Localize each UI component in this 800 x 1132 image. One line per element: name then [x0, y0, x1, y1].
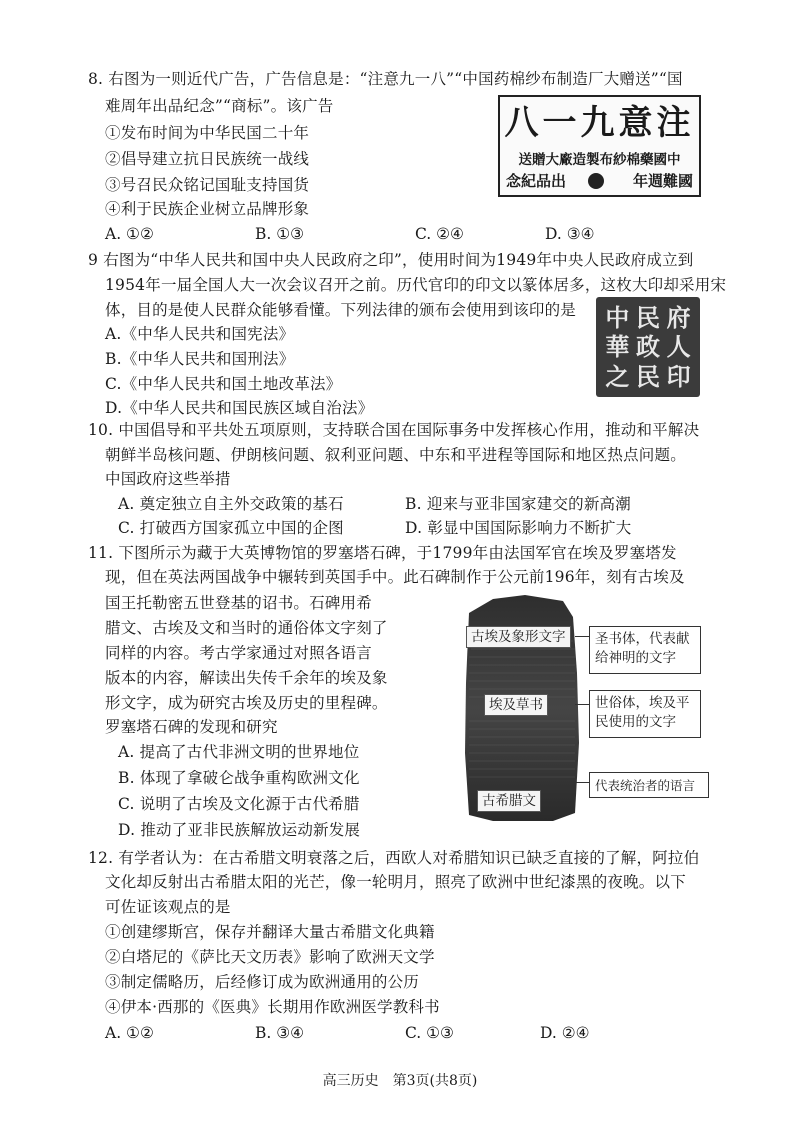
seal-char: 民: [635, 303, 660, 332]
q11-stem-line6: 版本的内容，解读出失传千余年的埃及象: [105, 669, 388, 687]
q12-option-a: A. ①②: [105, 1024, 154, 1042]
q12-option-b: B. ③④: [255, 1024, 305, 1042]
connector-line: [575, 782, 589, 783]
q10-stem-line2: 朝鲜半岛核问题、伊朗核问题、叙利亚问题、中东和平进程等国际和地区热点问题。: [105, 446, 686, 464]
q11-option-b: B. 体现了拿破仑战争重构欧洲文化: [118, 769, 360, 787]
q8-item-2: ②倡导建立抗日民族统一战线: [105, 150, 310, 168]
q8-stem-line2: 难周年出品纪念”“商标”。该广告: [105, 97, 334, 115]
q11-stem-line8: 罗塞塔石碑的发现和研究: [105, 718, 278, 736]
seal-char: 府: [666, 303, 691, 332]
q9-option-d: D.《中华人民共和国民族区域自治法》: [105, 399, 374, 417]
seal-char: 政: [635, 332, 660, 362]
q11-option-c: C. 说明了古埃及文化源于古代希腊: [118, 795, 360, 813]
q8-option-a: A. ①②: [105, 225, 154, 243]
q12-item-1: ①创建缪斯宫，保存并翻译大量古希腊文化典籍: [105, 923, 435, 941]
q12-item-3: ③制定儒略历，后经修订成为欧洲通用的公历: [105, 973, 420, 991]
q8-item-3: ③号召民众铭记国耻支持国货: [105, 176, 310, 194]
callout-hieroglyphs: 圣书体，代表献给神明的文字: [589, 626, 701, 674]
q11-stem-line5: 同样的内容。考古学家通过对照各语言: [105, 644, 372, 662]
q12-stem-line2: 文化却反射出古希腊太阳的光芒，像一轮明月，照亮了欧洲中世纪漆黑的夜晚。以下: [105, 873, 686, 891]
q9-stem-line1: 9 右图为“中华人民共和国中央人民政府之印”，使用时间为1949年中央人民政府成立到: [88, 251, 694, 269]
q8-option-b: B. ①③: [255, 225, 305, 243]
q12-stem-line3: 可佐证该观点的是: [105, 898, 231, 916]
q11-stem-line4: 腊文、古埃及文和当时的通俗体文字刻了: [105, 619, 388, 637]
q10-option-c: C. 打破西方国家孤立中国的企图: [118, 519, 344, 537]
q11-stem-line2: 现，但在英法两国战争中辗转到英国手中。此石碑制作于公元前196年，刻有古埃及: [105, 568, 685, 586]
q12-item-4: ④伊本·西那的《医典》长期用作欧洲医学教科书: [105, 998, 440, 1016]
q11-option-a: A. 提高了古代非洲文明的世界地位: [118, 743, 360, 761]
q9-stem-line2: 1954年一届全国人大一次会议召开之前。历代官印的印文以篆体居多，这枚大印却采用宋: [105, 276, 727, 294]
q12-stem-line1: 12. 有学者认为：在古希腊文明衰落之后，西欧人对希腊知识已缺乏直接的了解，阿拉伯: [88, 849, 700, 867]
q8-item-1: ①发布时间为中华民国二十年: [105, 124, 310, 142]
q10-stem-line1: 10. 中国倡导和平共处五项原则，支持联合国在国际事务中发挥核心作用，推动和平解决: [88, 421, 700, 439]
seal-char: 民: [635, 361, 660, 391]
q8-item-4: ④利于民族企业树立品牌形象: [105, 200, 310, 218]
seal-char: 之: [605, 361, 630, 391]
q10-option-a: A. 奠定独立自主外交政策的基石: [118, 495, 344, 513]
q9-option-c: C.《中华人民共和国土地改革法》: [105, 375, 342, 393]
q11-stem-line1: 11. 下图所示为藏于大英博物馆的罗塞塔石碑，于1799年由法国军官在埃及罗塞塔发: [88, 544, 677, 562]
q9-option-b: B.《中华人民共和国刑法》: [105, 350, 295, 368]
connector-line: [575, 636, 589, 637]
q11-option-d: D. 推动了亚非民族解放运动新发展: [118, 821, 361, 839]
q9-option-a: A.《中华人民共和国宪法》: [105, 325, 295, 343]
q12-option-d: D. ②④: [540, 1024, 590, 1042]
label-greek: 古希腊文: [477, 790, 541, 812]
seal-image: [596, 297, 700, 397]
seal-char: 中: [605, 303, 630, 332]
ad-subline: 送贈大廠造製布紗棉藥國中: [518, 152, 681, 168]
q12-option-c: C. ①③: [405, 1024, 454, 1042]
seal-char: 人: [666, 332, 691, 362]
callout-demotic: 世俗体，埃及平民使用的文字: [589, 690, 701, 738]
callout-greek: 代表统治者的语言: [589, 772, 709, 798]
seal-char: 印: [666, 361, 691, 391]
q10-stem-line3: 中国政府这些举措: [105, 470, 231, 488]
ad-bottom-left: 念紀品出: [506, 172, 567, 190]
seal-char: 華: [605, 332, 630, 362]
label-demotic: 埃及草书: [484, 694, 548, 716]
ad-bottom-right: 年週難國: [632, 172, 693, 190]
connector-line: [575, 704, 589, 705]
q10-option-b: B. 迎来与亚非国家建交的新高潮: [405, 495, 631, 513]
q11-stem-line7: 形文字，成为研究古埃及历史的里程碑。: [105, 694, 388, 712]
advertisement-image: [498, 95, 701, 197]
q9-stem-line3: 体，目的是使人民群众能够看懂。下列法律的颁布会使用到该印的是: [105, 301, 577, 319]
ad-headline: 八一九意注: [504, 103, 695, 143]
q8-option-d: D. ③④: [545, 225, 595, 243]
page-footer: 高三历史 第3页(共8页): [322, 1073, 478, 1089]
q10-option-d: D. 彰显中国国际影响力不断扩大: [405, 519, 632, 537]
q8-option-c: C. ②④: [415, 225, 464, 243]
q8-stem-line1: 8. 右图为一则近代广告，广告信息是：“注意九一八”“中国药棉纱布制造厂大赠送”“国: [88, 70, 683, 88]
q12-item-2: ②白塔尼的《萨比天文历表》影响了欧洲天文学: [105, 948, 435, 966]
label-hieroglyphs: 古埃及象形文字: [466, 626, 571, 648]
trademark-logo-icon: [588, 173, 604, 189]
q11-stem-line3: 国王托勒密五世登基的诏书。石碑用希: [105, 594, 372, 612]
